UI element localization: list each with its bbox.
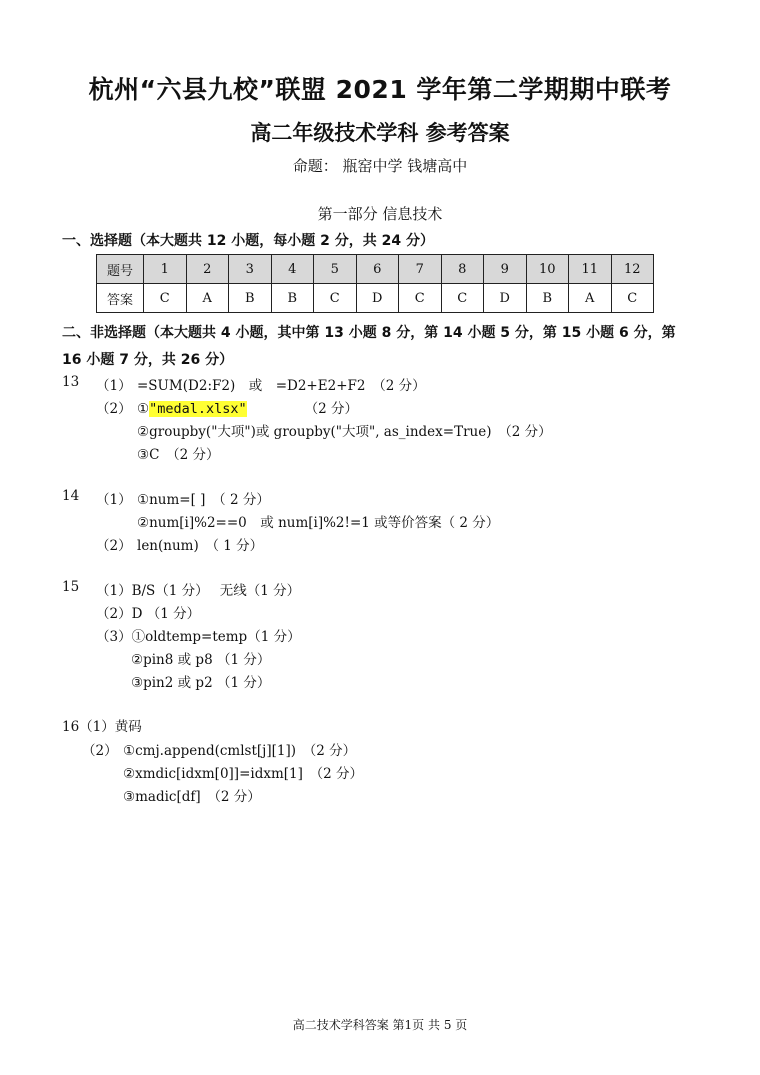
- q14-part1-label: （1）: [96, 492, 132, 508]
- q16-part2-answer1: ①cmj.append(cmlst[j][1]) （2 分）: [123, 743, 357, 759]
- q16-line1: 16（1）黄码: [62, 719, 142, 735]
- authors: 命题： 瓶窑中学 钱塘高中: [292, 157, 468, 175]
- table-cell: 7: [399, 255, 442, 284]
- q15-line5: ③pin2 或 p2 （1 分）: [131, 675, 271, 691]
- table-cell: C: [611, 284, 654, 313]
- q13-part2-marker: ①: [137, 401, 150, 417]
- q13-part2-answer3: ③C （2 分）: [137, 447, 220, 463]
- page-footer: 高二技术学科答案 第1页 共 5 页: [292, 1018, 468, 1032]
- q13-part2-answer1: [137, 397, 358, 417]
- table-cell: A: [186, 284, 229, 313]
- table-cell: 3: [229, 255, 272, 284]
- table-cell: D: [484, 284, 527, 313]
- table-cell: D: [356, 284, 399, 313]
- q14-part1-answer2: ②num[i]%2==0 或 num[i]%2!=1 或等价答案（ 2 分）: [137, 515, 500, 531]
- table-cell: 12: [611, 255, 654, 284]
- q15-line4: ②pin8 或 p8 （1 分）: [131, 652, 271, 668]
- page-title: 杭州“六县九校”联盟 2021 学年第二学期期中联考: [88, 75, 672, 104]
- table-cell: C: [399, 284, 442, 313]
- section-nonchoice-heading-line2: 16 小题 7 分，共 26 分）: [62, 352, 234, 368]
- section-nonchoice-heading-line1: 二、非选择题（本大题共 4 小题，其中第 13 小题 8 分，第 14 小题 5 分，第 15 小题 6 分，第: [62, 325, 676, 341]
- q15-line1: （1）B/S（1 分） 无线（1 分）: [96, 583, 301, 599]
- q15-line3: （3）①oldtemp=temp（1 分）: [96, 629, 301, 645]
- table-cell: C: [441, 284, 484, 313]
- q13-part1-label: （1）: [96, 378, 132, 394]
- q13-part2-score: （2 分）: [304, 401, 359, 417]
- table-cell: C: [144, 284, 187, 313]
- table-cell: 6: [356, 255, 399, 284]
- section-choice-heading: 一、选择题（本大题共 12 小题，每小题 2 分，共 24 分）: [62, 233, 434, 249]
- q16-part2-answer3: ③madic[df] （2 分）: [123, 789, 261, 805]
- table-cell: 题号: [97, 255, 144, 284]
- table-row: [97, 284, 654, 313]
- table-cell: 5: [314, 255, 357, 284]
- q16-part2-label: （2）: [82, 743, 118, 759]
- q14-number: 14: [62, 488, 80, 504]
- table-cell: 1: [144, 255, 187, 284]
- q16-part2-answer2: ②xmdic[idxm[0]]=idxm[1] （2 分）: [123, 766, 364, 782]
- table-cell: A: [569, 284, 612, 313]
- q13-part1-answer: =SUM(D2:F2) 或 =D2+E2+F2 （2 分）: [137, 378, 426, 394]
- q14-part2-label: （2）: [96, 538, 132, 554]
- table-row: [97, 255, 654, 284]
- table-cell: 11: [569, 255, 612, 284]
- table-cell: 8: [441, 255, 484, 284]
- q13-part2-answer2: ②groupby("大项")或 groupby("大项", as_index=True) （2 分）: [137, 424, 552, 440]
- table-cell: B: [526, 284, 569, 313]
- page-subtitle: 高二年级技术学科 参考答案: [250, 121, 510, 145]
- table-cell: 4: [271, 255, 314, 284]
- q15-line2: （2）D （1 分）: [96, 606, 201, 622]
- q13-part2-label: （2）: [96, 401, 132, 417]
- table-cell: 答案: [97, 284, 144, 313]
- q13-number: 13: [62, 374, 80, 390]
- table-cell: B: [271, 284, 314, 313]
- part-heading: 第一部分 信息技术: [317, 205, 443, 223]
- q14-part2-answer: len(num) （ 1 分）: [137, 538, 264, 554]
- table-cell: 2: [186, 255, 229, 284]
- answer-table: [96, 254, 654, 313]
- table-cell: 9: [484, 255, 527, 284]
- highlighted-answer: "medal.xlsx": [149, 401, 247, 417]
- table-cell: 10: [526, 255, 569, 284]
- table-cell: C: [314, 284, 357, 313]
- q15-number: 15: [62, 579, 80, 595]
- q14-part1-answer1: ①num=[ ] （ 2 分）: [137, 492, 270, 508]
- table-cell: B: [229, 284, 272, 313]
